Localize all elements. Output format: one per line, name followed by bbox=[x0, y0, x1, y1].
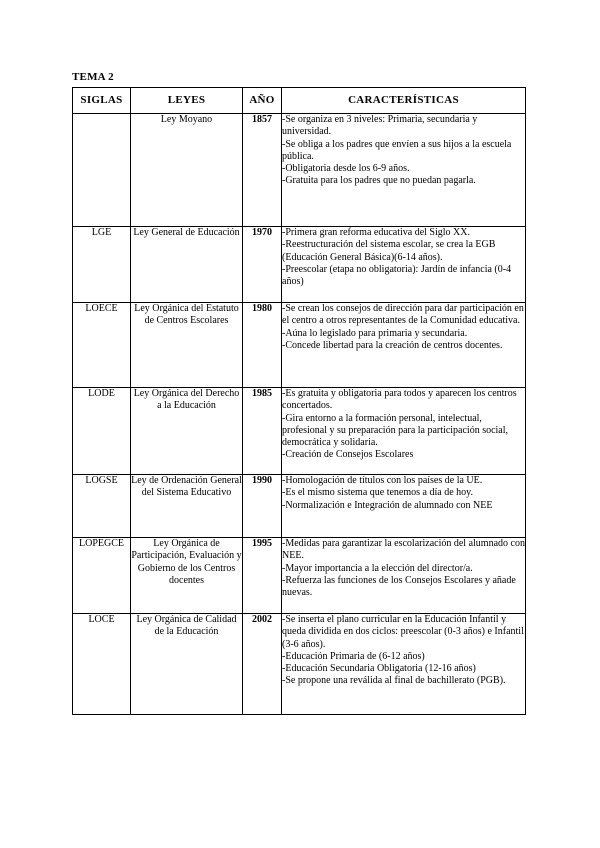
row-anio: 1980 bbox=[243, 303, 282, 388]
caracteristica-item: -Preescolar (etapa no obligatoria): Jardín de infancia (0-4 años) bbox=[282, 263, 512, 288]
row-anio: 1985 bbox=[243, 388, 282, 475]
caracteristica-item: -Homologación de títulos con los países de la UE. bbox=[282, 475, 483, 486]
row-anio: 1857 bbox=[243, 114, 282, 227]
row-caracteristicas bbox=[282, 388, 526, 475]
table-row bbox=[73, 614, 526, 715]
laws-table bbox=[72, 87, 526, 715]
caracteristica-item: -Creación de Consejos Escolares bbox=[282, 449, 414, 461]
row-caracteristicas bbox=[282, 227, 526, 303]
caracteristica-item: -Obligatoria desde los 6-9 años. bbox=[282, 163, 410, 175]
table-row bbox=[73, 538, 526, 614]
row-ley: Ley Orgánica del Derecho a la Educación bbox=[131, 388, 243, 475]
row-siglas bbox=[73, 114, 131, 227]
caracteristica-item: -Primera gran reforma educativa del Siglo XX. bbox=[282, 227, 470, 238]
row-anio: 1990 bbox=[243, 475, 282, 538]
row-caracteristicas bbox=[282, 475, 526, 538]
caracteristica-item: -Se organiza en 3 niveles: Primaria, secundaria y universidad. bbox=[282, 114, 478, 138]
caracteristica-item: -Es gratuita y obligatoria para todos y aparecen los centros concertados. bbox=[282, 388, 517, 412]
row-siglas: LOPEGCE bbox=[73, 538, 131, 614]
caracteristica-item: -Normalización e Integración de alumnado con NEE bbox=[282, 499, 493, 511]
row-ley: Ley General de Educación bbox=[131, 227, 243, 303]
row-anio: 1995 bbox=[243, 538, 282, 614]
caracteristica-item: -Se obliga a los padres que envíen a sus hijos a la escuela pública. bbox=[282, 138, 512, 162]
caracteristica-item: -Se crean los consejos de dirección para dar participación en el centro a otros representantes de la Comunidad educativa. bbox=[282, 303, 524, 327]
table-row bbox=[73, 114, 526, 227]
row-anio: 2002 bbox=[243, 614, 282, 715]
row-siglas: LOGSE bbox=[73, 475, 131, 538]
row-siglas: LODE bbox=[73, 388, 131, 475]
row-caracteristicas bbox=[282, 538, 526, 614]
table-row bbox=[73, 475, 526, 538]
header-leyes: LEYES bbox=[131, 88, 243, 114]
row-ley: Ley Orgánica de Calidad de la Educación bbox=[131, 614, 243, 715]
caracteristica-item: -Educación Primaria de (6-12 años) bbox=[282, 650, 425, 662]
caracteristica-item: -Medidas para garantizar la escolarización del alumnado con NEE. bbox=[282, 538, 525, 562]
row-caracteristicas bbox=[282, 614, 526, 715]
row-caracteristicas bbox=[282, 303, 526, 388]
caracteristica-item: -Gira entorno a la formación personal, intelectual, profesional y su preparación para la participación social, democrática y solidaria. bbox=[282, 412, 509, 449]
caracteristica-item: -Refuerza las funciones de los Consejos Escolares y añade nuevas. bbox=[282, 574, 516, 599]
page-title: TEMA 2 bbox=[72, 71, 114, 83]
header-anio: AÑO bbox=[243, 88, 282, 114]
caracteristica-item: -Educación Secundaria Obligatoria (12-16 años) bbox=[282, 663, 476, 675]
row-siglas: LGE bbox=[73, 227, 131, 303]
row-ley: Ley Orgánica de Participación, Evaluación y Gobierno de los Centros docentes bbox=[131, 538, 243, 614]
table-row bbox=[73, 303, 526, 388]
caracteristica-item: -Es el mismo sistema que tenemos a día de hoy. bbox=[282, 487, 473, 499]
header-siglas: SIGLAS bbox=[73, 88, 131, 114]
table-header-row bbox=[73, 88, 526, 114]
table-row bbox=[73, 388, 526, 475]
row-siglas: LOCE bbox=[73, 614, 131, 715]
caracteristica-item: -Mayor importancia a la elección del director/a. bbox=[282, 562, 473, 574]
row-caracteristicas bbox=[282, 114, 526, 227]
row-ley: Ley de Ordenación General del Sistema Educativo bbox=[131, 475, 243, 538]
caracteristica-item: -Concede libertad para la creación de centros docentes. bbox=[282, 339, 503, 351]
caracteristica-item: -Se inserta el plano curricular en la Educación Infantil y queda dividida en dos ciclos: preescolar (0-3 años) e Infantil (3-6 años). bbox=[282, 614, 524, 650]
row-ley: Ley Moyano bbox=[131, 114, 243, 227]
caracteristica-item: -Aúna lo legislado para primaria y secundaria. bbox=[282, 327, 468, 339]
row-anio: 1970 bbox=[243, 227, 282, 303]
caracteristica-item: -Reestructuración del sistema escolar, se crea la EGB (Educación General Básica)(6-14 años). bbox=[282, 239, 496, 263]
header-caracteristicas: CARACTERÍSTICAS bbox=[282, 88, 526, 114]
row-ley: Ley Orgánica del Estatuto de Centros Escolares bbox=[131, 303, 243, 388]
caracteristica-item: -Gratuita para los padres que no puedan pagarla. bbox=[282, 175, 476, 187]
row-siglas: LOECE bbox=[73, 303, 131, 388]
caracteristica-item: -Se propone una reválida al final de bachillerato (PGB). bbox=[282, 675, 506, 687]
table-row bbox=[73, 227, 526, 303]
